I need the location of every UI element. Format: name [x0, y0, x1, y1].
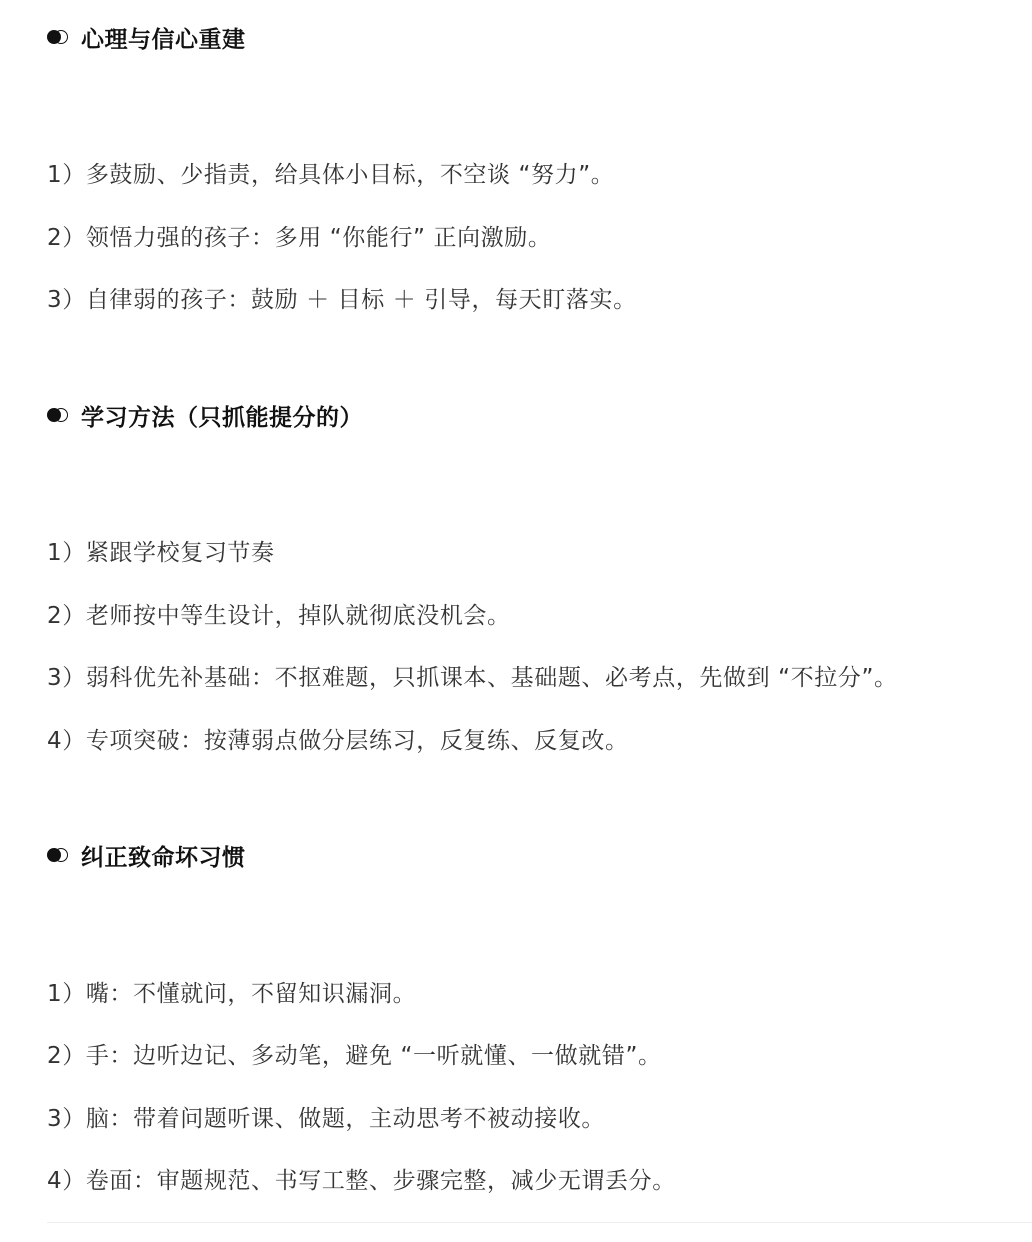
list-item: 4）专项突破：按薄弱点做分层练习，反复练、反复改。 — [47, 728, 629, 754]
section-heading — [47, 17, 246, 57]
list-item: 1）紧跟学校复习节奏 — [47, 540, 275, 566]
bullet-icon — [47, 30, 68, 44]
divider — [47, 1222, 1032, 1223]
list-item: 2）手：边听边记、多动笔，避免 “一听就懂、一做就错”。 — [47, 1043, 662, 1069]
bullet-icon — [47, 848, 68, 862]
list-item: 3）脑：带着问题听课、做题，主动思考不被动接收。 — [47, 1106, 606, 1132]
list-item: 4）卷面：审题规范、书写工整、步骤完整，减少无谓丢分。 — [47, 1168, 676, 1194]
list-item: 1）嘴：不懂就问，不留知识漏洞。 — [47, 981, 417, 1007]
list-item: 3）自律弱的孩子：鼓励 ＋ 目标 ＋ 引导，每天盯落实。 — [47, 287, 637, 313]
list-item: 3）弱科优先补基础：不抠难题，只抓课本、基础题、必考点，先做到 “不拉分”。 — [47, 665, 898, 691]
list-item: 1）多鼓励、少指责，给具体小目标，不空谈 “努力”。 — [47, 162, 615, 188]
section-title: 学习方法（只抓能提分的） — [81, 404, 363, 431]
list-item: 2）领悟力强的孩子：多用 “你能行” 正向激励。 — [47, 225, 552, 251]
section-title: 纠正致命坏习惯 — [81, 844, 246, 871]
section-heading — [47, 835, 246, 875]
bullet-icon — [47, 408, 68, 422]
list-item: 2）老师按中等生设计，掉队就彻底没机会。 — [47, 603, 511, 629]
section-title: 心理与信心重建 — [81, 26, 246, 53]
section-heading — [47, 395, 363, 435]
